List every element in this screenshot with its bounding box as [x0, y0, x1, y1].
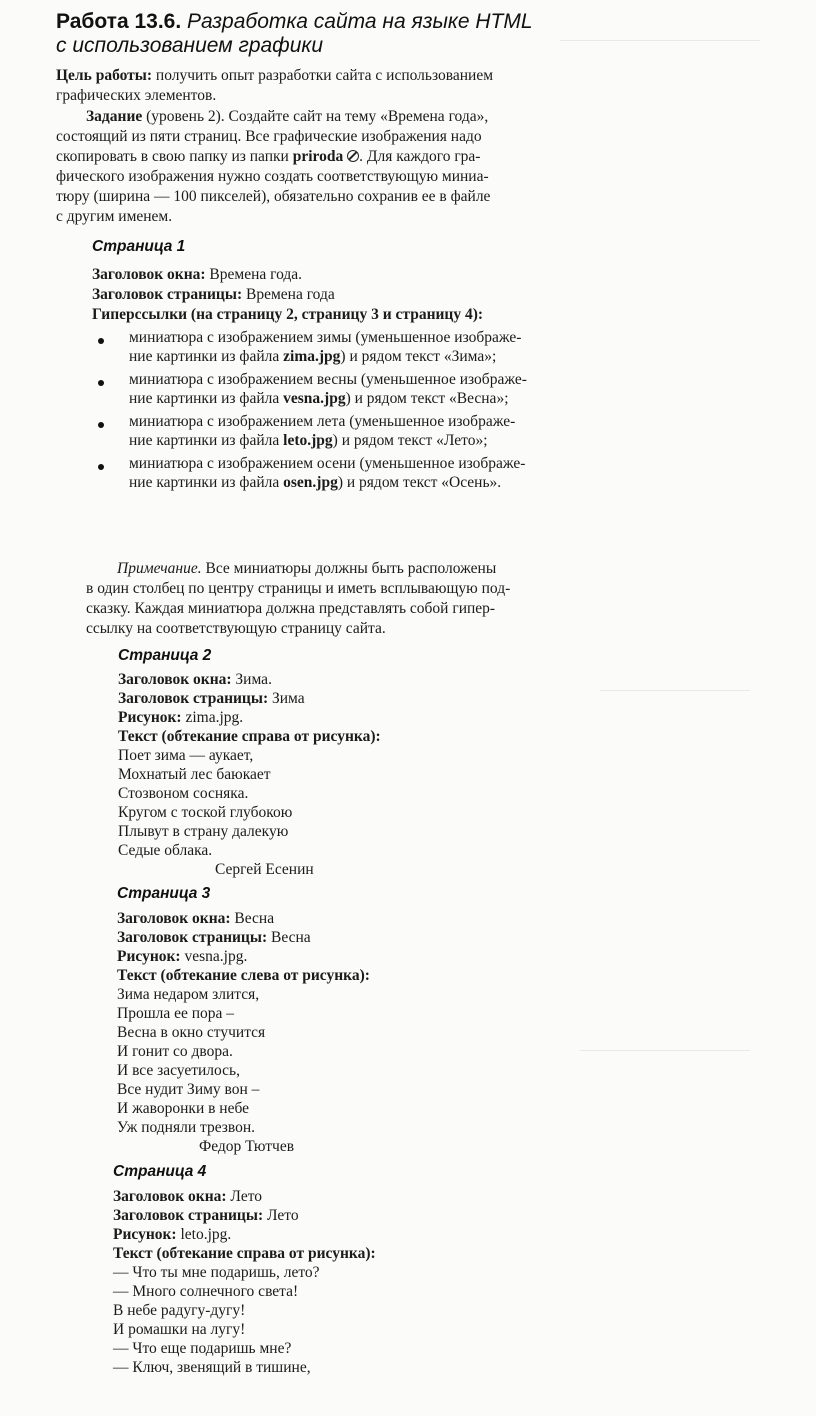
poem-line: Зима недаром злится,: [117, 986, 260, 1003]
page3-image: Рисунок: vesna.jpg.: [117, 948, 248, 965]
task-line4: фического изображения нужно создать соответствующую миниа-: [56, 168, 489, 185]
doc-title-line2: с использованием графики: [56, 34, 324, 57]
bullet-3-line2: ние картинки из файла leto.jpg) и рядом текст «Лето»;: [129, 432, 488, 449]
page2-text-label: Текст (обтекание справа от рисунка):: [118, 728, 381, 745]
bullet-marker: [98, 380, 104, 386]
file-name: osen.jpg: [283, 474, 338, 491]
poem-line: И гонит со двора.: [117, 1043, 233, 1060]
page1-heading: Страница 1: [92, 238, 186, 255]
work-number: Работа 13.6.: [56, 10, 182, 33]
bullet-1-line2: ние картинки из файла zima.jpg) и рядом текст «Зима»;: [129, 348, 497, 365]
disk-icon: [347, 150, 359, 162]
poem-line: — Ключ, звенящий в тишине,: [113, 1359, 311, 1376]
page1-links-label: Гиперссылки (на страницу 2, страницу 3 и страницу 4):: [92, 306, 484, 323]
bullet-4-line1: миниатюра с изображением осени (уменьшенное изображе-: [129, 455, 526, 472]
poem-author: Сергей Есенин: [215, 861, 314, 878]
poem-line: И ромашки на лугу!: [113, 1321, 246, 1338]
page2-image: Рисунок: zima.jpg.: [118, 709, 244, 726]
page4-page-title: Заголовок страницы: Лето: [113, 1207, 299, 1224]
file-name: leto.jpg: [283, 432, 333, 449]
poem-line: Все нудит Зиму вон –: [117, 1081, 260, 1098]
poem-line: Седые облака.: [118, 842, 213, 859]
poem-author: Федор Тютчев: [199, 1138, 295, 1155]
poem-line: Прошла ее пора –: [117, 1005, 235, 1022]
note-line4: ссылку на соответствующую страницу сайта.: [86, 620, 386, 637]
poem-line: И все засуетилось,: [117, 1062, 240, 1079]
poem-line: — Много солнечного света!: [113, 1283, 299, 1300]
page4-window-title: Заголовок окна: Лето: [113, 1188, 263, 1205]
page2-page-title: Заголовок страницы: Зима: [118, 690, 305, 707]
goal-line2: графических элементов.: [56, 87, 217, 104]
bullet-3-line1: миниатюра с изображением лета (уменьшенное изображе-: [129, 413, 516, 430]
file-name: vesna.jpg: [283, 390, 346, 407]
bullet-2-line2: ние картинки из файла vesna.jpg) и рядом текст «Весна»;: [129, 390, 509, 407]
note-line2: в один столбец по центру страницы и иметь всплывающую под-: [86, 580, 511, 597]
bullet-marker: [98, 338, 104, 344]
note-line3: сказку. Каждая миниатюра должна представлять собой гипер-: [86, 600, 496, 617]
doc-title-line1: [56, 9, 533, 35]
poem-line: Плывут в страну далекую: [118, 823, 289, 840]
task-line1: Задание (уровень 2). Создайте сайт на тему «Времена года»,: [86, 108, 489, 125]
work-title: Разработка сайта на языке HTML: [187, 10, 533, 33]
poem-line: — Что еще подаришь мне?: [113, 1340, 292, 1357]
page3-text-label: Текст (обтекание слева от рисунка):: [117, 967, 370, 984]
bullet-4-line2: ние картинки из файла osen.jpg) и рядом текст «Осень».: [129, 474, 502, 491]
poem-line: И жаворонки в небе: [117, 1100, 250, 1117]
poem-line: Стозвоном сосняка.: [118, 785, 249, 802]
goal-line1: Цель работы: получить опыт разработки сайта с использованием: [56, 67, 494, 84]
page2-heading: Страница 2: [118, 647, 212, 664]
task-line6: с другим именем.: [56, 208, 173, 225]
page1-page-title: Заголовок страницы: Времена года: [92, 286, 335, 303]
bullet-1-line1: миниатюра с изображением зимы (уменьшенное изображе-: [129, 329, 522, 346]
page2-window-title: Заголовок окна: Зима.: [118, 671, 272, 688]
folder-name: priroda: [292, 148, 344, 165]
bullet-marker: [98, 422, 104, 428]
poem-line: Мохнатый лес баюкает: [118, 766, 271, 783]
bullet-2-line1: миниатюра с изображением весны (уменьшенное изображе-: [129, 371, 527, 388]
page4-image: Рисунок: leto.jpg.: [113, 1226, 232, 1243]
poem-line: В небе радугу-дугу!: [113, 1302, 246, 1319]
page3-heading: Страница 3: [117, 885, 211, 902]
page4-heading: Страница 4: [113, 1163, 207, 1180]
page3-window-title: Заголовок окна: Весна: [117, 910, 275, 927]
poem-line: — Что ты мне подаришь, лето?: [113, 1264, 320, 1281]
poem-line: Весна в окно стучится: [117, 1024, 266, 1041]
task-line2: состоящий из пяти страниц. Все графические изображения надо: [56, 128, 482, 145]
poem-line: Кругом с тоской глубокою: [118, 804, 293, 821]
bullet-marker: [98, 464, 104, 470]
page3-page-title: Заголовок страницы: Весна: [117, 929, 311, 946]
file-name: zima.jpg: [283, 348, 341, 365]
page4-text-label: Текст (обтекание справа от рисунка):: [113, 1245, 376, 1262]
note-line1: Примечание. Все миниатюры должны быть расположены: [117, 560, 497, 577]
poem-line: Поет зима — аукает,: [118, 747, 254, 764]
poem-line: Уж подняли трезвон.: [117, 1119, 256, 1136]
task-line5: тюру (ширина — 100 пикселей), обязательно сохранив ее в файле: [56, 188, 491, 205]
task-line3: скопировать в свою папку из папки priroda . Для каждого гра-: [56, 148, 481, 165]
page1-window-title: Заголовок окна: Времена года.: [92, 266, 303, 283]
